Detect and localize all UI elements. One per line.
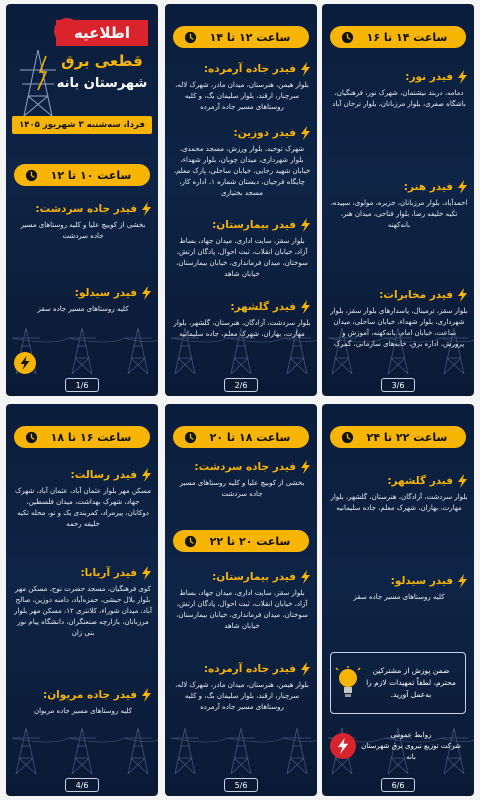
page-indicator: 1/6 <box>65 378 99 392</box>
bolt-icon <box>457 288 468 302</box>
card-1 <box>6 4 158 396</box>
feeder-areas: بخشی از کوییچ علیا و کلیه روستاهای مسیر جاده سردشت <box>20 221 146 240</box>
bolt-icon <box>141 468 152 482</box>
tower-shape <box>68 328 96 374</box>
time-slot-pill <box>173 530 309 552</box>
feeder-name: فیدر جاده سردشت: <box>194 461 296 473</box>
feeder-areas: احمدآباد، بلوار مرزبانان، جزیره، مولوی، سپیده، تکیه خلیفه رضا، بلوار فتاحی، میدان هنر، بانه‌کهنه <box>330 199 468 229</box>
bolt-icon <box>300 300 311 314</box>
tower-shape <box>283 728 311 774</box>
contact-block <box>330 726 466 766</box>
feeder-name: فیدر دوزین: <box>233 127 296 139</box>
bolt-icon <box>300 460 311 474</box>
feeder-areas: شهرک توحید، بلوار ورزش، مسجد محمدی، بلوار شهرداری، میدان چوبان، بلوار شهداء، خیابان شهید رجایی، خیابان ساحلی، پارک معلم، چایگاه فرجیان، دبستان شماره ۱، اداره کار، مسجد بختیاری <box>173 145 311 197</box>
bolt-icon <box>141 688 152 702</box>
notice-box <box>330 652 466 714</box>
card-6 <box>322 404 474 796</box>
feeder-areas: بلوار سقز، سایت اداری، میدان جهاد، بساط آزاد، خیابان انقلاب، ثبت احوال، پادگان ارتش، سوختان، میدان فرمانداری، خیابان بیمارستان، خیابان شاهد <box>176 237 308 278</box>
feeder-name: فیدر سیدلو: <box>390 575 453 587</box>
tower-shape <box>12 728 40 774</box>
clock-icon <box>340 430 354 444</box>
feeder-name: فیدر گلشهر: <box>387 475 453 487</box>
feeder-block <box>330 474 468 514</box>
time-slot-pill <box>330 426 466 448</box>
feeder-name: فیدر آربابا: <box>80 567 137 579</box>
clock-icon <box>24 430 38 444</box>
feeder-areas: بلوار هیمن، هنرستان، میدان مادر، شهرک لاله، سرچنار، ارقند، بلوار سلیمان بگ، و کلیه روستاهای مسیر جاده آرمرده <box>175 81 309 111</box>
header-title: اطلاعیه <box>56 20 148 46</box>
time-slot-pill <box>173 26 309 48</box>
time-slot-label: ساعت ۲۲ تا ۲۴ <box>366 430 448 444</box>
feeder-areas: کلیه روستاهای مسیر جاده مریوان <box>33 707 133 715</box>
feeder-areas: دمامه، دربند نیشتمان، شهرک نور، فرهنگیان، باشگاه صفری، بلوار مرزبانان، بلوار ترخان آباد <box>332 89 466 108</box>
feeder-name: فیدر هنر: <box>403 181 453 193</box>
date-bar: فردا، سه‌شنبه ۳ شهریور ۱۴۰۵ <box>12 116 152 134</box>
feeder-block <box>173 126 311 199</box>
time-slot-pill <box>14 164 150 186</box>
feeder-block <box>173 300 311 340</box>
time-slot-label: ساعت ۱۴ تا ۱۶ <box>366 30 448 44</box>
page-indicator: 5/6 <box>224 778 258 792</box>
header-city: شهرستان بانه <box>56 76 148 91</box>
bolt-icon <box>300 662 311 676</box>
feeder-areas: بلوار سردشت، آزادگان، هنرستان، گلشهر، بلوار مهارت، بهاران، شهرک معلم، جاده سلیمانیه <box>173 319 311 338</box>
bolt-badge-icon <box>14 352 36 374</box>
tower-icon <box>16 48 60 118</box>
feeder-block <box>173 570 311 632</box>
feeder-areas: مسکن مهر بلوار عثمان آباد، عثمان آباد، شهرک جهاد، شهرک بهداشت، میدان فلسطین، دوکانان، پیرمراد، کمربندی بک و نو، محله تکیه خلیفه رحمه <box>14 487 152 528</box>
contact-dept: روابط عمومی <box>390 730 432 739</box>
card-3 <box>322 4 474 396</box>
tower-shape <box>227 728 255 774</box>
feeder-block <box>173 62 311 113</box>
card-2 <box>165 4 317 396</box>
clock-icon <box>24 168 38 182</box>
feeder-name: فیدر جاده سردشت: <box>35 203 137 215</box>
feeder-areas: کوی فرهنگیان، مسجد حضرت نوح، مسکن مهر بلوار بلال حبشی، حمزه‌آباد، دامنه دوزین، صالح آباد، میدان شوراء، کلانتری ۱۲، مسکن مهر بلوار مرزبانان، بازارچه صنعتگران، دانشگاه پیام نور بنی زان <box>14 585 152 637</box>
time-slot-pill <box>173 426 309 448</box>
feeder-block <box>330 180 468 231</box>
bolt-icon <box>141 286 152 300</box>
bolt-icon <box>300 62 311 76</box>
feeder-areas: بخشی از کوییچ علیا و کلیه روستاهای مسیر جاده سردشت <box>179 479 305 498</box>
feeder-block <box>14 468 152 530</box>
clock-icon <box>340 30 354 44</box>
feeder-block <box>330 70 468 110</box>
feeder-block <box>14 202 152 242</box>
bolt-icon <box>141 566 152 580</box>
feeder-name: فیدر گلشهر: <box>230 301 296 313</box>
feeder-name: فیدر جاده آرمرده: <box>203 663 296 675</box>
tower-shape <box>171 728 199 774</box>
feeder-name: فیدر جاده مریوان: <box>43 689 137 701</box>
bolt-icon <box>300 126 311 140</box>
bolt-icon <box>141 202 152 216</box>
card-4 <box>6 404 158 796</box>
bolt-icon <box>457 574 468 588</box>
feeder-block <box>173 460 311 500</box>
time-slot-label: ساعت ۱۲ تا ۱۴ <box>209 30 291 44</box>
clock-icon <box>183 534 197 548</box>
contact-company: شرکت توزیع نیروی برق شهرستان بانه <box>361 741 461 761</box>
bulb-icon <box>335 666 361 700</box>
feeder-name: فیدر جاده آرمرده: <box>203 63 296 75</box>
feeder-areas: بلوار هیمن، هنرستان، میدان مادر، شهرک لاله، سرچنار، ارقند، بلوار سلیمان بگ، و کلیه روستاهای مسیر جاده آرمرده <box>175 681 309 711</box>
time-slot-label: ساعت ۱۶ تا ۱۸ <box>50 430 132 444</box>
bolt-icon <box>457 70 468 84</box>
feeder-block <box>14 286 152 315</box>
header-subtitle: قطعی برق <box>61 52 143 70</box>
feeder-areas: کلیه روستاهای مسیر جاده سقز <box>353 593 445 601</box>
time-slot-pill <box>14 426 150 448</box>
tower-shape <box>68 728 96 774</box>
card-5 <box>165 404 317 796</box>
clock-icon <box>183 430 197 444</box>
feeder-areas: بلوار سقز، سایت اداری، میدان جهاد، بساط آزاد، خیابان انقلاب، ثبت احوال، پادگان ارتش، سوختان، میدان فرمانداری، خیابان بیمارستان، خیابان شاهد <box>176 589 308 630</box>
tower-icon <box>165 724 317 776</box>
bolt-icon <box>457 180 468 194</box>
page-indicator: 6/6 <box>381 778 415 792</box>
time-slot-label: ساعت ۲۰ تا ۲۲ <box>209 534 291 548</box>
clock-icon <box>183 30 197 44</box>
time-slot-label: ساعت ۱۸ تا ۲۰ <box>209 430 291 444</box>
feeder-block <box>173 662 311 713</box>
feeder-areas: کلیه روستاهای مسیر جاده سقز <box>37 305 129 313</box>
notice-text: ضمن پوزش از مشترکین محترم، لطفاً تمهیدات لازم را به‌عمل آورید. <box>366 666 456 699</box>
bolt-icon <box>300 570 311 584</box>
feeder-name: فیدر رسالت: <box>70 469 137 481</box>
page-indicator: 3/6 <box>381 378 415 392</box>
feeder-name: فیدر نور: <box>405 71 453 83</box>
tower-shape <box>124 328 152 374</box>
feeder-name: فیدر بیمارستان: <box>212 219 296 231</box>
feeder-block <box>330 288 468 350</box>
company-logo-icon <box>330 733 356 759</box>
feeder-name: فیدر بیمارستان: <box>212 571 296 583</box>
feeder-areas: بلوار سقز، ترمینال، پاسدارهای بلوار سقز، بلوار شهرداری، بلوار شهداء، خیابان ساحلی، میدان ساعت، خیابان امام، بانه‌کهنه، آموزش و پرورش، اداره برق، خانه‌های سازمانی، گمرک <box>330 307 468 348</box>
page-indicator: 2/6 <box>224 378 258 392</box>
feeder-block <box>330 574 468 603</box>
time-slot-label: ساعت ۱۰ تا ۱۲ <box>50 168 132 182</box>
bolt-icon <box>300 218 311 232</box>
tower-icon <box>6 724 158 776</box>
page-indicator: 4/6 <box>65 778 99 792</box>
feeder-areas: بلوار سردشت، آزادگان، هنرستان، گلشهر، بلوار مهارت، بهاران، شهرک معلم، جاده سلیمانیه <box>330 493 468 512</box>
tower-shape <box>124 728 152 774</box>
feeder-name: فیدر مخابرات: <box>379 289 453 301</box>
feeder-block <box>14 688 152 717</box>
feeder-block <box>14 566 152 639</box>
time-slot-pill <box>330 26 466 48</box>
feeder-name: فیدر سیدلو: <box>74 287 137 299</box>
feeder-block <box>173 218 311 280</box>
bolt-icon <box>457 474 468 488</box>
